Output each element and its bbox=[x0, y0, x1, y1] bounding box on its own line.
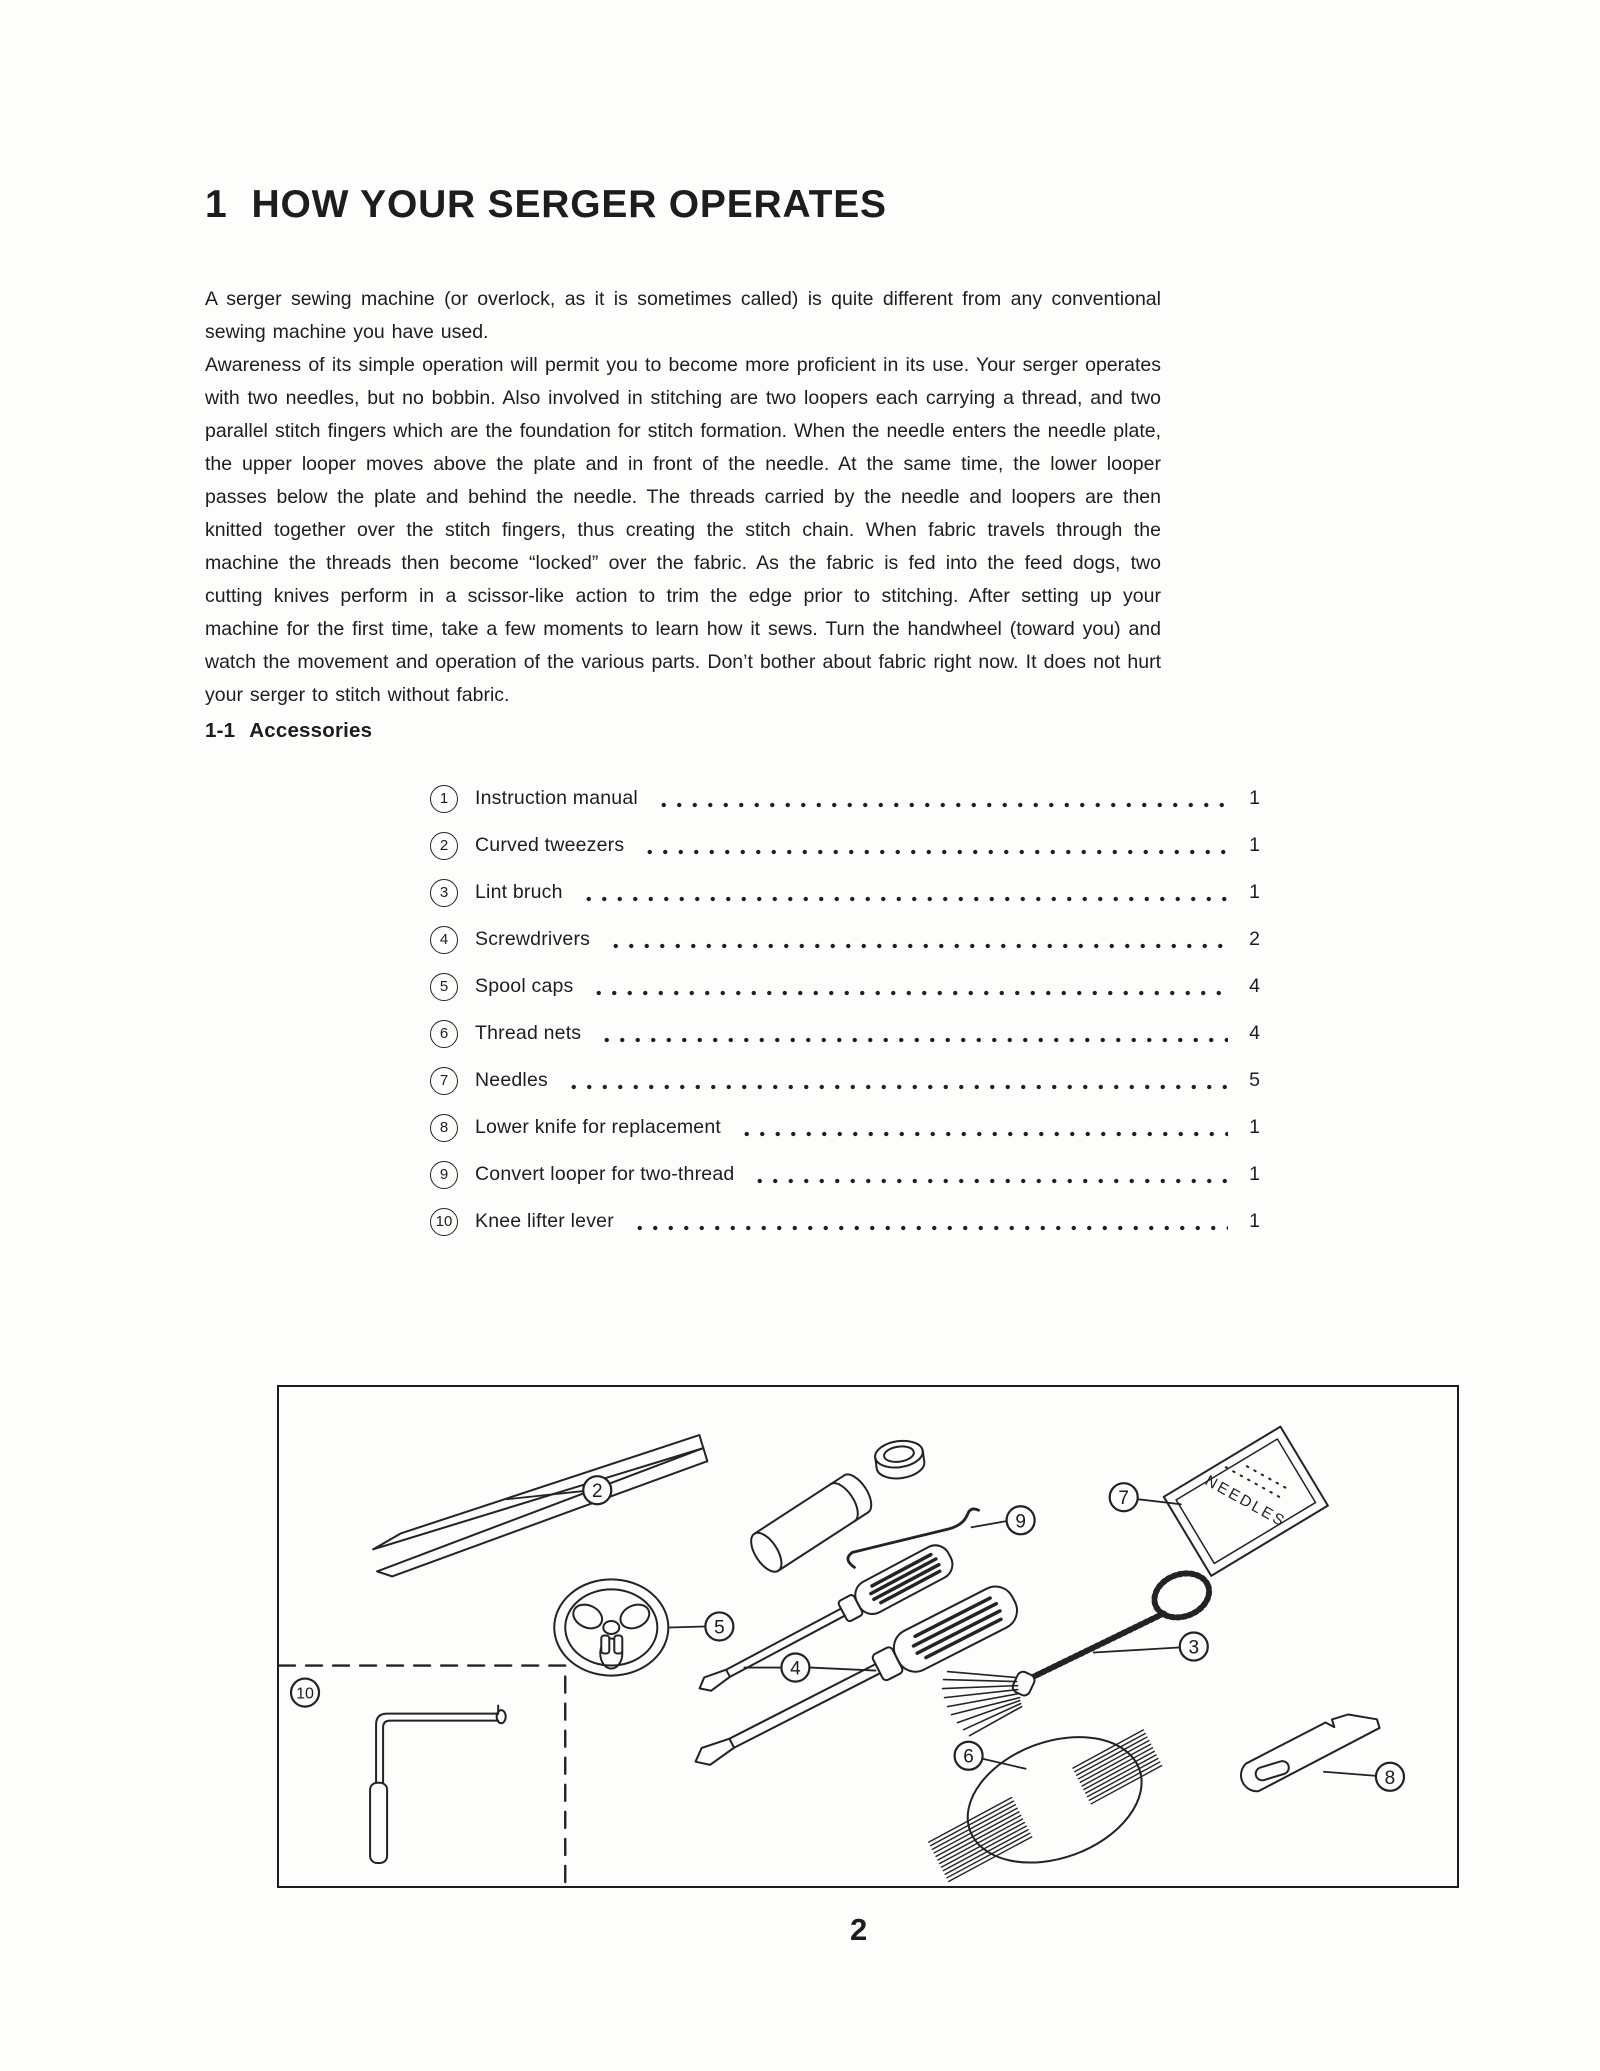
list-item bbox=[430, 822, 1260, 869]
lint-brush-illustration bbox=[943, 1566, 1216, 1736]
accessories-list bbox=[430, 775, 1260, 1245]
ring-illustration bbox=[873, 1438, 926, 1481]
dotted-leader bbox=[589, 990, 1228, 996]
dotted-leader bbox=[750, 1178, 1228, 1184]
callout-8 bbox=[1376, 1763, 1404, 1791]
item-number-badge: 2 bbox=[430, 832, 458, 860]
dotted-leader bbox=[640, 849, 1228, 855]
item-label: Thread nets bbox=[475, 1022, 582, 1044]
callout-3 bbox=[1180, 1632, 1208, 1660]
list-item bbox=[430, 963, 1260, 1010]
section-number: 1 bbox=[205, 183, 228, 226]
item-label: Convert looper for two-thread bbox=[475, 1163, 735, 1185]
dotted-leader bbox=[654, 802, 1228, 808]
accessories-heading-text: Accessories bbox=[249, 719, 373, 742]
item-number-badge: 3 bbox=[430, 879, 458, 907]
list-item bbox=[430, 1198, 1260, 1245]
dotted-leader bbox=[606, 943, 1228, 949]
list-item bbox=[430, 1104, 1260, 1151]
item-number-badge: 4 bbox=[430, 926, 458, 954]
needles-packet-illustration bbox=[1159, 1419, 1327, 1575]
list-item bbox=[430, 1010, 1260, 1057]
callout-4 bbox=[781, 1654, 809, 1682]
accessories-diagram bbox=[277, 1385, 1459, 1888]
item-label: Lower knife for replacement bbox=[475, 1116, 722, 1138]
svg-text:10: 10 bbox=[296, 1684, 314, 1703]
svg-text:9: 9 bbox=[1015, 1511, 1026, 1533]
item-number-badge: 5 bbox=[430, 973, 458, 1001]
item-number-badge: 9 bbox=[430, 1161, 458, 1189]
accessories-heading-number: 1-1 bbox=[205, 719, 236, 742]
section-title-text: HOW YOUR SERGER OPERATES bbox=[251, 183, 887, 226]
list-item bbox=[430, 1057, 1260, 1104]
spool-cap-illustration bbox=[554, 1579, 668, 1675]
item-number-badge: 8 bbox=[430, 1114, 458, 1142]
item-label: Screwdrivers bbox=[475, 928, 591, 950]
dotted-leader bbox=[737, 1131, 1228, 1137]
item-quantity: 1 bbox=[1249, 1116, 1260, 1138]
item-quantity: 4 bbox=[1249, 975, 1260, 997]
dotted-leader bbox=[564, 1084, 1228, 1090]
item-label: Spool caps bbox=[475, 975, 574, 997]
item-label: Instruction manual bbox=[475, 787, 638, 809]
intro-paragraph-1: A serger sewing machine (or overlock, as it is sometimes called) is quite different from any conventional sewing machine you have used. bbox=[205, 288, 1161, 343]
svg-text:8: 8 bbox=[1384, 1767, 1396, 1789]
list-item bbox=[430, 1151, 1260, 1198]
callout-5 bbox=[705, 1612, 733, 1640]
needles-packet-label: NEEDLES bbox=[1202, 1472, 1289, 1531]
curved-tweezers-illustration bbox=[373, 1435, 707, 1576]
svg-text:6: 6 bbox=[963, 1746, 974, 1768]
item-label: Knee lifter lever bbox=[475, 1210, 614, 1232]
convert-looper-illustration bbox=[848, 1509, 979, 1567]
item-quantity: 1 bbox=[1249, 1210, 1260, 1232]
list-item bbox=[430, 869, 1260, 916]
item-quantity: 1 bbox=[1249, 834, 1260, 856]
lower-knife-illustration bbox=[1233, 1707, 1387, 1795]
item-number-badge: 7 bbox=[430, 1067, 458, 1095]
svg-text:7: 7 bbox=[1118, 1488, 1130, 1510]
item-quantity: 2 bbox=[1249, 928, 1260, 950]
item-quantity: 1 bbox=[1249, 787, 1260, 809]
dotted-leader bbox=[597, 1037, 1228, 1043]
item-number-badge: 6 bbox=[430, 1020, 458, 1048]
callout-7 bbox=[1110, 1483, 1138, 1511]
list-item bbox=[430, 775, 1260, 822]
intro-paragraph-2: Awareness of its simple operation will permit you to become more proficient in its use. Your serger operates with two needles, but no bobbin. Also involved in stitching are two loopers each carrying a thread, and two parallel stitch fingers which are the foundation for stitch formation. When the needle enters the needle plate, the upper looper moves above the plate and in front of the needle. At the same time, the lower looper passes below the plate and behind the needle. The threads carried by the needle and loopers are then knitted together over the stitch fingers, thus creating the stitch chain. When fabric travels through the machine the threads then become “locked” over the fabric. As the fabric is fed into the feed dogs, two cutting knives perform in a scissor-like action to trim the edge prior to stitching. After setting up your machine for the first time, take a few moments to learn how it sews. Turn the handwheel (toward you) and watch the movement and operation of the various parts. Don’t bother about fabric right now. It does not hurt your serger to stitch without fabric. bbox=[205, 354, 1161, 706]
item-quantity: 5 bbox=[1249, 1069, 1260, 1091]
knee-lifter-illustration bbox=[279, 1666, 565, 1886]
callout-9 bbox=[1007, 1506, 1035, 1534]
item-number-badge: 10 bbox=[430, 1208, 458, 1236]
dotted-leader bbox=[630, 1225, 1228, 1231]
item-label: Needles bbox=[475, 1069, 548, 1091]
item-quantity: 1 bbox=[1249, 1163, 1260, 1185]
svg-text:5: 5 bbox=[714, 1617, 725, 1639]
list-item bbox=[430, 916, 1260, 963]
svg-text:3: 3 bbox=[1188, 1637, 1200, 1659]
item-quantity: 1 bbox=[1249, 881, 1260, 903]
callout-10 bbox=[291, 1679, 319, 1707]
brush-cover-illustration bbox=[745, 1469, 877, 1576]
intro-text bbox=[205, 283, 1161, 712]
page-number: 2 bbox=[850, 1912, 868, 1947]
callout-2 bbox=[583, 1476, 611, 1504]
accessories-heading bbox=[205, 719, 372, 743]
svg-text:2: 2 bbox=[591, 1481, 603, 1503]
dotted-leader bbox=[579, 896, 1228, 902]
item-number-badge: 1 bbox=[430, 785, 458, 813]
item-quantity: 4 bbox=[1249, 1022, 1260, 1044]
page-title bbox=[205, 183, 887, 227]
svg-text:4: 4 bbox=[790, 1658, 801, 1680]
item-label: Curved tweezers bbox=[475, 834, 625, 856]
callout-6 bbox=[955, 1742, 983, 1770]
thread-nets-illustration bbox=[928, 1714, 1163, 1885]
item-label: Lint bruch bbox=[475, 881, 563, 903]
